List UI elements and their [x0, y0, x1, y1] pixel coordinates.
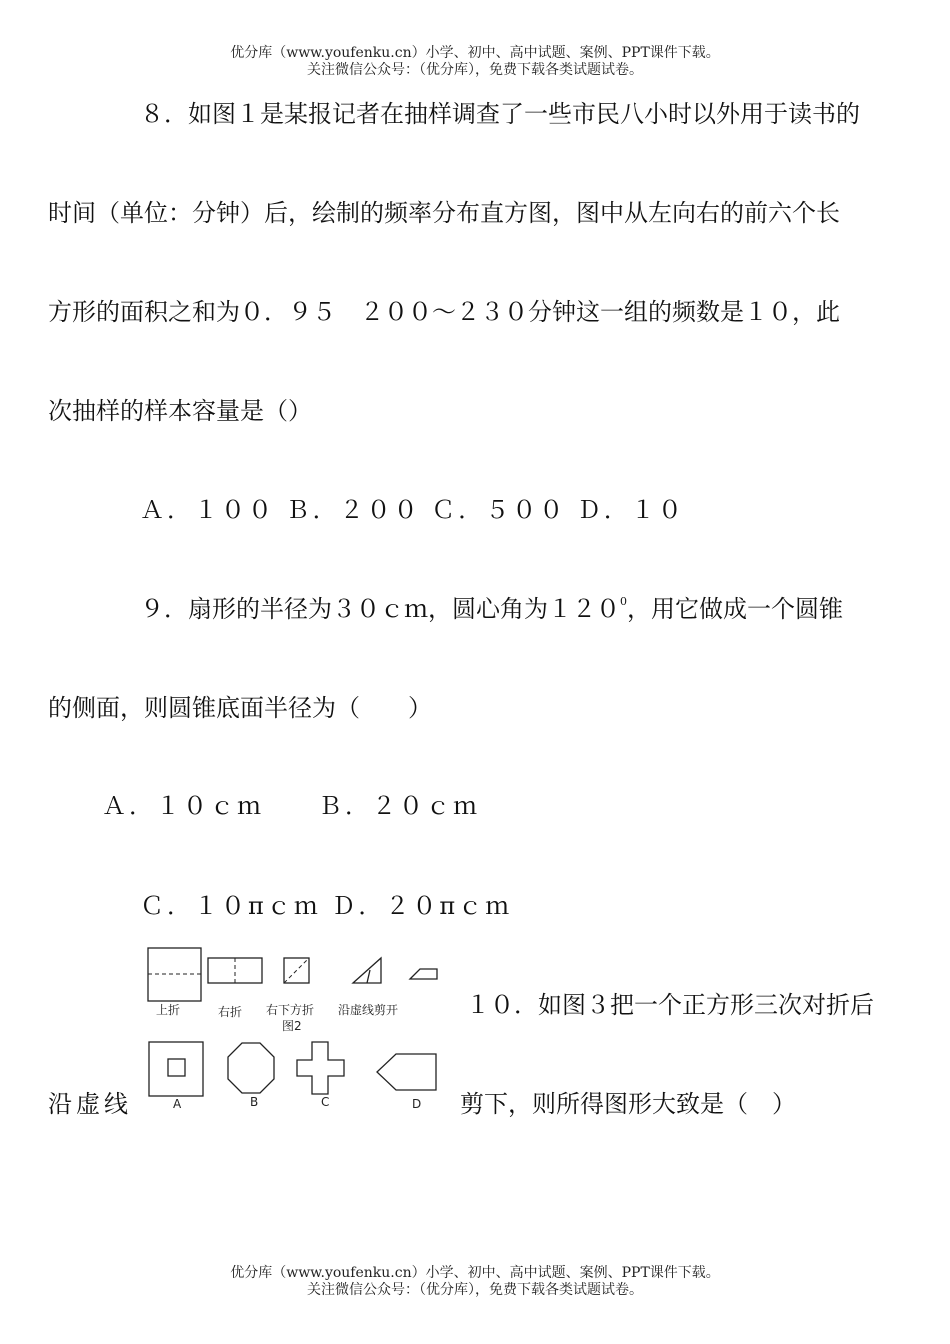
q9-options-ab: Ａ．１０ｃｍ Ｂ．２０ｃｍ	[102, 792, 480, 820]
choice-label-c: C	[321, 1095, 330, 1109]
q8-line-3: 方形的面积之和为０．９５ ２００～２３０分钟这一组的频数是１０，此	[48, 298, 840, 326]
q9-line-1	[140, 589, 843, 624]
header-line-2: 关注微信公众号：（优分库），免费下载各类试题试卷。	[307, 62, 643, 78]
figure-caption: 图2	[282, 1019, 302, 1033]
label-up-fold: 上折	[156, 1003, 181, 1017]
choice-shapes	[140, 1040, 450, 1120]
fold-result-piece	[410, 969, 437, 979]
choice-label-a: A	[173, 1097, 182, 1111]
fold-step-lower-right	[284, 958, 309, 983]
q8-line-1: ８．如图１是某报记者在抽样调查了一些市民八小时以外用于读书的	[140, 100, 860, 128]
header-line-1: 优分库（www.youfenku.cn）小学、初中、高中试题、案例、PPT课件下载。	[230, 45, 720, 61]
fold-step-up	[148, 948, 201, 1001]
label-cut-along-dashes: 沿虚线剪开	[338, 1003, 399, 1017]
q9-options-cd: Ｃ．１０πｃｍ Ｄ．２０πｃｍ	[140, 892, 513, 920]
q9-line-1-tail: ，用它做成一个圆锥	[627, 595, 843, 623]
choice-label-b: B	[250, 1095, 259, 1109]
footer-line-2: 关注微信公众号：（优分库），免费下载各类试题试卷。	[307, 1282, 643, 1298]
q9-line-1-text: ９．扇形的半径为３０ｃｍ，圆心角为１２０	[140, 595, 620, 623]
fold-step-triangle-cut	[353, 958, 381, 983]
q10-line-1: １０．如图３把一个正方形三次对折后	[466, 991, 874, 1019]
q8-options: Ａ．１００ Ｂ．２００ Ｃ．５００ Ｄ．１０	[140, 496, 685, 524]
choice-d-shape	[377, 1054, 436, 1090]
q8-line-2: 时间（单位：分钟）后，绘制的频率分布直方图，图中从左向右的前六个长	[48, 199, 840, 227]
label-right-fold: 右折	[218, 1005, 243, 1019]
choice-c-shape	[297, 1042, 344, 1094]
choice-label-d: D	[412, 1097, 422, 1111]
footer-line-1: 优分库（www.youfenku.cn）小学、初中、高中试题、案例、PPT课件下载。	[230, 1265, 720, 1281]
choice-a-shape	[149, 1042, 203, 1096]
q8-line-4: 次抽样的样本容量是（）	[48, 397, 312, 425]
choice-b-shape	[228, 1043, 274, 1093]
q10-line-2-pre: 沿虚线	[48, 1090, 132, 1118]
folding-figure	[140, 940, 450, 1040]
q9-line-2: 的侧面，则圆锥底面半径为（ ）	[48, 694, 432, 722]
label-lower-right-fold: 右下方折	[266, 1003, 315, 1017]
fold-step-right	[208, 958, 262, 983]
degree-superscript: 0	[620, 595, 627, 608]
q10-line-2-post: 剪下，则所得图形大致是（ ）	[460, 1090, 796, 1118]
